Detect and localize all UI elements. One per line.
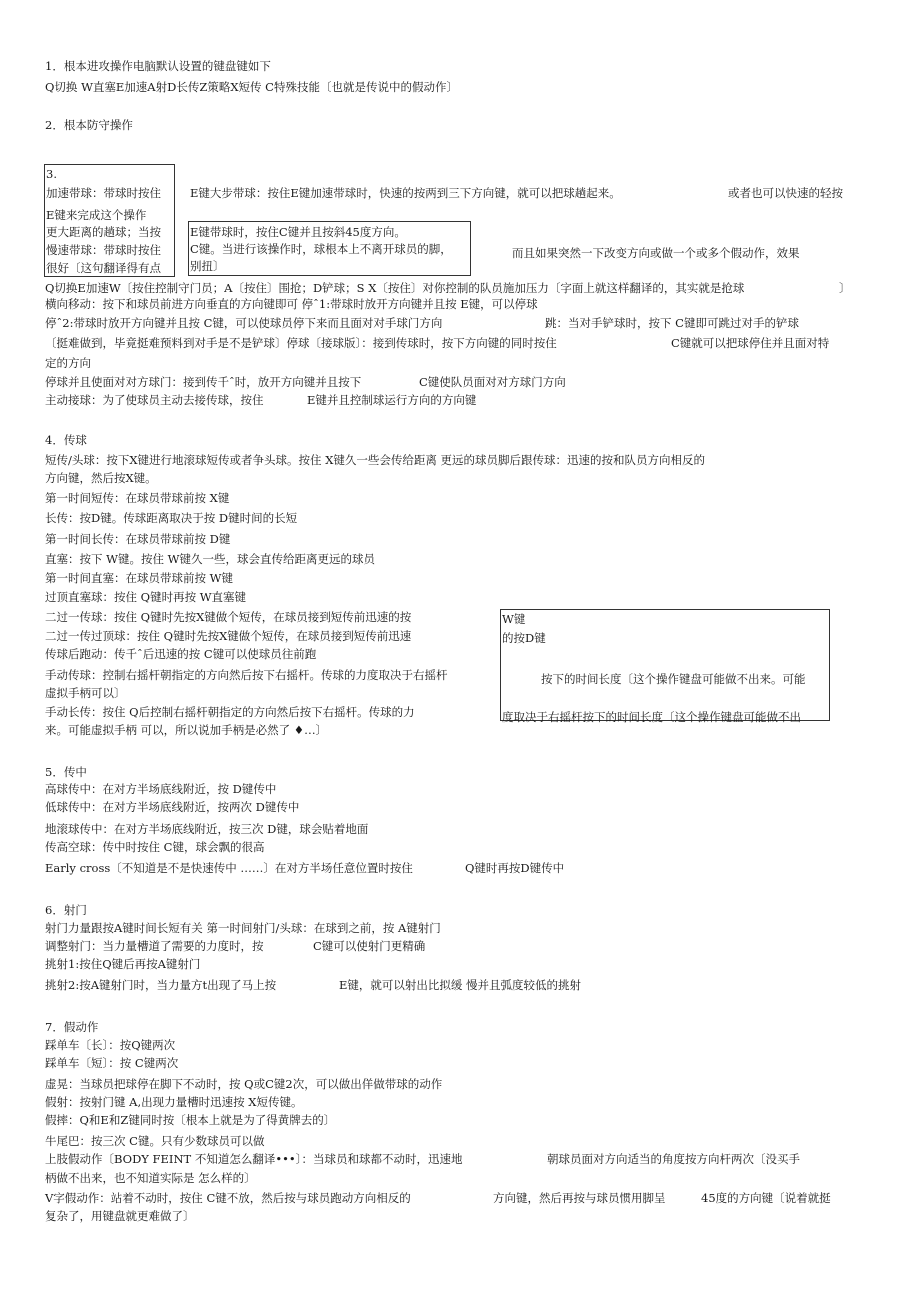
short-pass: 短传/头球：按下X键进行地滚球短传或者争头球。按住 X键久一些会传给距离 更远的球员脚后跟传球：迅速的按和队员方向相反的 bbox=[45, 453, 706, 467]
accel-dribble-left: 加速带球：带球时按住 bbox=[46, 186, 161, 200]
section-2-heading: 2．根本防守操作 bbox=[45, 118, 133, 132]
e-key-line: E键来完成这个操作 bbox=[46, 208, 147, 222]
ground-cross: 地滚球传中：在对方半场底线附近，按三次 D键，球会贴着地面 bbox=[45, 822, 369, 836]
active-receive-left: 主动接球：为了使球员主动去接传球，按住 bbox=[45, 393, 264, 407]
hard-to-do: 〔挺难做到，毕竟挺难预料到对手是不是铲球〕停球〔接球版〕：接到传球时，按下方向键的同时按住 bbox=[45, 336, 557, 350]
v-move-left: V字假动作：站着不动时，按住 C键不放，然后按与球员跑动方向相反的 bbox=[45, 1191, 411, 1205]
box2-line-1: E键带球时，按住C键并且按斜45度方向。 bbox=[190, 225, 406, 239]
through-ball: 直塞：按下 W键。按住 W键久一些，球会直传给距离更远的球员 bbox=[45, 552, 375, 566]
fake-shot: 假射：按射门键 A,出现力量槽时迅速按 X短传键。 bbox=[45, 1095, 303, 1109]
defense-keys: Q切换E加速W〔按住控制守门员；A〔按住〕围抢；D铲球；S X〔按住〕对你控制的队员施加压力〔字面上就这样翻译的，其实就是抢球 bbox=[45, 281, 745, 295]
low-cross: 低球传中：在对方半场底线附近，按两次 D键传中 bbox=[45, 800, 300, 814]
tail: 牛尾巴：按三次 C键。只有少数球员可以做 bbox=[45, 1134, 265, 1148]
section-4-heading: 4．传球 bbox=[45, 433, 87, 447]
over-top: 过顶直塞球：按住 Q键时再按 W直塞键 bbox=[45, 590, 247, 604]
box3-line-4: 度取决于右摇杆按下的时间长度〔这个操作键盘可能做不出 bbox=[502, 710, 801, 724]
defense-keys-end: 〕 bbox=[839, 281, 851, 295]
v-move-mid: 方向键，然后再按与球员惯用脚呈 bbox=[493, 1191, 666, 1205]
lateral-move: 横向移动：按下和球员前进方向垂直的方向键即可 停ˆ1:带球时放开方向键并且按 E键，可以停球 bbox=[45, 297, 538, 311]
first-short: 第一时间短传：在球员带球前按 X键 bbox=[45, 491, 230, 505]
run-after-pass: 传球后跑动：传千ˆ后迅速的按 C键可以使球员往前跑 bbox=[45, 647, 317, 661]
chip-shot-2-right: E键，就可以射出比拟缓 慢并且弧度较低的挑射 bbox=[339, 978, 582, 992]
frame-box-3 bbox=[500, 609, 830, 721]
adjust-shot-left: 调整射门：当力量槽道了需要的力度时，按 bbox=[45, 939, 264, 953]
chip-shot-2-left: 挑射2:按A键射门时，当力量方t出现了马上按 bbox=[45, 978, 277, 992]
dive: 假摔：Q和E和Z键同时按〔根本上就是为了得黄牌去的〕 bbox=[45, 1113, 336, 1127]
section-5-heading: 5．传中 bbox=[45, 765, 87, 779]
early-cross-right: Q键时再按D键传中 bbox=[465, 861, 565, 875]
v-move-2: 复杂了，用键盘就更难做了〕 bbox=[45, 1209, 195, 1223]
section-3-number: 3. bbox=[46, 167, 57, 181]
box2-line-3: 别扭〕 bbox=[190, 259, 225, 273]
chip-shot-1: 挑射1:按住Q键后再按A键射门 bbox=[45, 957, 201, 971]
body-feint-2: 柄做不出来，也不知道实际是 怎么样的〕 bbox=[45, 1171, 256, 1185]
step-over-long: 踩单车〔长〕：按Q键两次 bbox=[45, 1038, 176, 1052]
manual-pass: 手动传球：控制右摇杆朝指定的方向然后按下右摇杆。传球的力度取决于右摇杆 bbox=[45, 668, 448, 682]
slow-dribble-right: 而且如果突然一下改变方向或做一个或多个假动作，效果 bbox=[512, 246, 800, 260]
long-pass: 长传：按D键。传球距离取决于按 D键时间的长短 bbox=[45, 511, 298, 525]
box3-line-1: W键 bbox=[502, 612, 526, 626]
accel-dribble-right: 或者也可以快速的轻按 bbox=[728, 186, 843, 200]
stop-face-left: 停球并且使面对对方球门：接到传千ˆ时，放开方向键并且按下 bbox=[45, 375, 362, 389]
first-long: 第一时间长传：在球员带球前按 D键 bbox=[45, 532, 231, 546]
box2-line-2: C键。当进行该操作时，球根本上不离开球员的脚， bbox=[190, 242, 452, 256]
short-pass-2: 方向键，然后按X键。 bbox=[45, 471, 157, 485]
section-6-heading: 6．射门 bbox=[45, 903, 87, 917]
body-feint-right: 朝球员面对方向适当的角度按方向杆两次〔没买手 bbox=[547, 1152, 800, 1166]
stop-face-right: C键使队员面对对方球门方向 bbox=[419, 375, 566, 389]
adjust-shot-right: C键可以使射门更精确 bbox=[313, 939, 426, 953]
v-move-right: 45度的方向键〔说着就挺 bbox=[701, 1191, 831, 1205]
stop-2: 停ˆ2:带球时放开方向键并且按 C键，可以使球员停下来而且面对对手球门方向 bbox=[45, 316, 443, 330]
manual-long-2: 来。可能虚拟手柄 可以，所以说加手柄是必然了 ♦…〕 bbox=[45, 723, 328, 737]
step-over-short: 踩单车〔短〕：按 C键两次 bbox=[45, 1056, 179, 1070]
very-good-line: 很好〔这句翻译得有点 bbox=[46, 261, 161, 275]
feint: 虚晃：当球员把球停在脚下不动时，按 Q或C键2次，可以做出佯做带球的动作 bbox=[45, 1077, 443, 1091]
far-touch-line: 更大距离的趟球；当按 bbox=[46, 225, 161, 239]
one-two-lob: 二过一传过顶球：按住 Q键时先按X键做个短传，在球员接到短传前迅速 bbox=[45, 629, 412, 643]
high-cross: 高球传中：在对方半场底线附近，按 D键传中 bbox=[45, 782, 277, 796]
accel-dribble-mid: E键大步带球：按住E键加速带球时，快速的按两到三下方向键，就可以把球趟起来。 bbox=[190, 186, 621, 200]
hard-to-do-right: C键就可以把球停住并且面对特 bbox=[671, 336, 830, 350]
early-cross-left: Early cross〔不知道是不是快速传中 ……〕在对方半场任意位置时按住 bbox=[45, 861, 413, 875]
box3-line-3: 按下的时间长度〔这个操作键盘可能做不出来。可能 bbox=[541, 672, 806, 686]
section-1-heading: 1．根本进攻操作电脑默认设置的键盘键如下 bbox=[45, 59, 271, 73]
body-feint-left: 上肢假动作〔BODY FEINT 不知道怎么翻译•••〕：当球员和球都不动时，迅速地 bbox=[45, 1152, 463, 1166]
section-7-heading: 7．假动作 bbox=[45, 1020, 99, 1034]
shot-power: 射门力量跟按A键时间长短有关 第一时间射门/头球：在球到之前，按 A键射门 bbox=[45, 921, 441, 935]
manual-long: 手动长传：按住 Q后控制右摇杆朝指定的方向然后按下右摇杆。传球的力 bbox=[45, 705, 415, 719]
slow-dribble-left: 慢速带球：带球时按住 bbox=[46, 243, 161, 257]
section-1-keys: Q切换 W直塞E加速A射D长传Z策略X短传 C特殊技能〔也就是传说中的假动作〕 bbox=[45, 80, 458, 94]
virtual-pad: 虚拟手柄可以〕 bbox=[45, 686, 126, 700]
jump-line: 跳：当对手铲球时，按下 C键即可跳过对手的铲球 bbox=[545, 316, 799, 330]
box3-line-2: 的按D键 bbox=[502, 631, 546, 645]
fixed-direction: 定的方向 bbox=[45, 356, 91, 370]
high-air-cross: 传高空球：传中时按住 C键，球会飘的很高 bbox=[45, 840, 265, 854]
active-receive-right: E键并且控制球运行方向的方向键 bbox=[307, 393, 477, 407]
one-two: 二过一传球：按住 Q键时先按X键做个短传，在球员接到短传前迅速的按 bbox=[45, 610, 412, 624]
first-through: 第一时间直塞：在球员带球前按 W键 bbox=[45, 571, 233, 585]
